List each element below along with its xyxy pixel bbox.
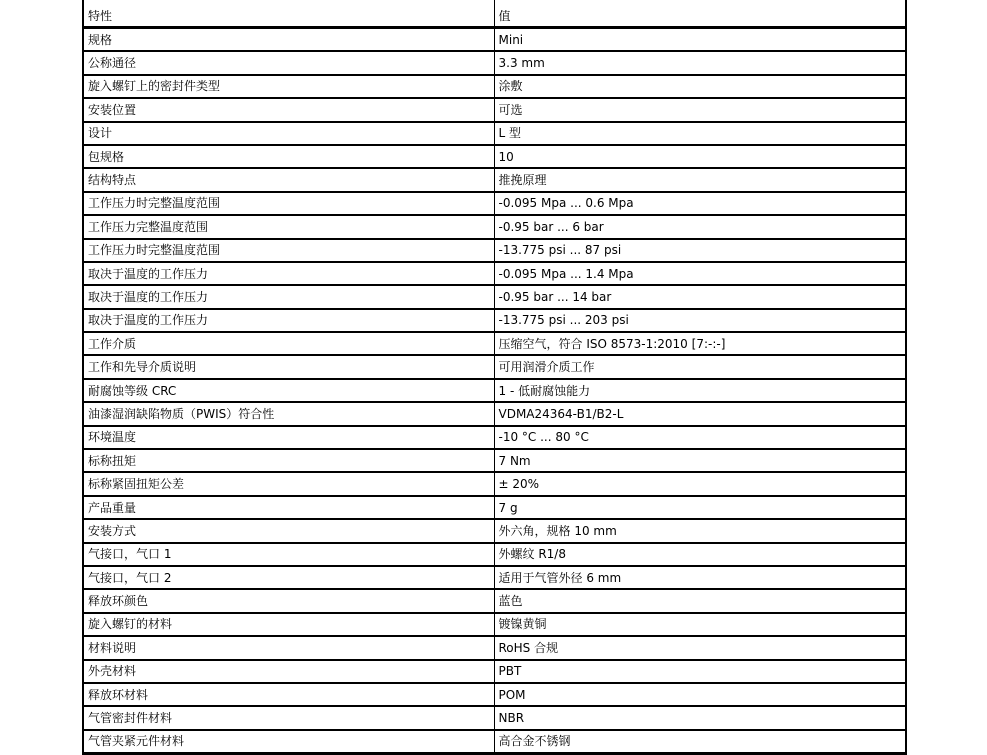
value-cell: L 型 xyxy=(494,122,906,145)
value-cell: VDMA24364-B1/B2-L xyxy=(494,402,906,425)
property-cell: 设计 xyxy=(83,122,494,145)
table-row xyxy=(83,449,906,472)
table-header-row xyxy=(83,0,906,28)
value-cell: ± 20% xyxy=(494,472,906,495)
property-cell: 工作介质 xyxy=(83,332,494,355)
table-row xyxy=(83,426,906,449)
table-body xyxy=(83,28,906,754)
property-cell: 工作压力时完整温度范围 xyxy=(83,239,494,262)
value-cell: 10 xyxy=(494,145,906,168)
table-row xyxy=(83,402,906,425)
property-cell: 工作和先导介质说明 xyxy=(83,355,494,378)
value-cell: 可用润滑介质工作 xyxy=(494,355,906,378)
table-row xyxy=(83,239,906,262)
table-row xyxy=(83,636,906,659)
table-row xyxy=(83,122,906,145)
table-row xyxy=(83,660,906,683)
table-row xyxy=(83,543,906,566)
value-cell: -13.775 psi ... 87 psi xyxy=(494,239,906,262)
property-cell: 包规格 xyxy=(83,145,494,168)
property-cell: 油漆湿润缺陷物质（PWIS）符合性 xyxy=(83,402,494,425)
column-header-property: 特性 xyxy=(83,0,494,28)
property-cell: 标称扭矩 xyxy=(83,449,494,472)
table-row xyxy=(83,355,906,378)
value-cell: POM xyxy=(494,683,906,706)
property-cell: 产品重量 xyxy=(83,496,494,519)
property-cell: 结构特点 xyxy=(83,168,494,191)
property-cell: 耐腐蚀等级 CRC xyxy=(83,379,494,402)
property-cell: 环境温度 xyxy=(83,426,494,449)
property-cell: 释放环材料 xyxy=(83,683,494,706)
property-cell: 工作压力时完整温度范围 xyxy=(83,192,494,215)
value-cell: NBR xyxy=(494,706,906,729)
property-cell: 材料说明 xyxy=(83,636,494,659)
value-cell: -0.095 Mpa ... 0.6 Mpa xyxy=(494,192,906,215)
property-cell: 外壳材料 xyxy=(83,660,494,683)
table-row xyxy=(83,613,906,636)
table-row xyxy=(83,51,906,74)
property-cell: 气接口，气口 2 xyxy=(83,566,494,589)
value-cell: 1 - 低耐腐蚀能力 xyxy=(494,379,906,402)
table-row xyxy=(83,379,906,402)
property-cell: 旋入螺钉的材料 xyxy=(83,613,494,636)
value-cell: 外螺纹 R1/8 xyxy=(494,543,906,566)
table-row xyxy=(83,262,906,285)
table-row xyxy=(83,589,906,612)
table-row xyxy=(83,145,906,168)
property-cell: 气管密封件材料 xyxy=(83,706,494,729)
table-row xyxy=(83,706,906,729)
value-cell: -0.95 bar ... 14 bar xyxy=(494,285,906,308)
property-cell: 气接口，气口 1 xyxy=(83,543,494,566)
table-row xyxy=(83,215,906,238)
spec-table xyxy=(82,0,907,755)
property-cell: 安装位置 xyxy=(83,98,494,121)
value-cell: 推挽原理 xyxy=(494,168,906,191)
property-cell: 气管夹紧元件材料 xyxy=(83,730,494,754)
property-cell: 安装方式 xyxy=(83,519,494,542)
table-row xyxy=(83,472,906,495)
table-row xyxy=(83,28,906,52)
value-cell: -10 °C ... 80 °C xyxy=(494,426,906,449)
property-cell: 公称通径 xyxy=(83,51,494,74)
table-row xyxy=(83,730,906,754)
property-cell: 标称紧固扭矩公差 xyxy=(83,472,494,495)
value-cell: 7 g xyxy=(494,496,906,519)
table-row xyxy=(83,496,906,519)
value-cell: 适用于气管外径 6 mm xyxy=(494,566,906,589)
table-row xyxy=(83,309,906,332)
value-cell: -13.775 psi ... 203 psi xyxy=(494,309,906,332)
value-cell: 镀镍黄铜 xyxy=(494,613,906,636)
value-cell: RoHS 合规 xyxy=(494,636,906,659)
value-cell: 可选 xyxy=(494,98,906,121)
value-cell: 涂敷 xyxy=(494,75,906,98)
value-cell: Mini xyxy=(494,28,906,52)
value-cell: 压缩空气，符合 ISO 8573-1:2010 [7:-:-] xyxy=(494,332,906,355)
table-row xyxy=(83,285,906,308)
value-cell: -0.095 Mpa ... 1.4 Mpa xyxy=(494,262,906,285)
column-header-value: 值 xyxy=(494,0,906,28)
value-cell: 7 Nm xyxy=(494,449,906,472)
table-row xyxy=(83,168,906,191)
table-row xyxy=(83,332,906,355)
value-cell: 蓝色 xyxy=(494,589,906,612)
table-row xyxy=(83,683,906,706)
value-cell: 外六角，规格 10 mm xyxy=(494,519,906,542)
property-cell: 取决于温度的工作压力 xyxy=(83,285,494,308)
property-cell: 取决于温度的工作压力 xyxy=(83,262,494,285)
property-cell: 工作压力完整温度范围 xyxy=(83,215,494,238)
property-cell: 旋入螺钉上的密封件类型 xyxy=(83,75,494,98)
value-cell: -0.95 bar ... 6 bar xyxy=(494,215,906,238)
table-row xyxy=(83,192,906,215)
property-cell: 取决于温度的工作压力 xyxy=(83,309,494,332)
value-cell: 3.3 mm xyxy=(494,51,906,74)
property-cell: 规格 xyxy=(83,28,494,52)
table-row xyxy=(83,98,906,121)
table-row xyxy=(83,519,906,542)
value-cell: 高合金不锈钢 xyxy=(494,730,906,754)
property-cell: 释放环颜色 xyxy=(83,589,494,612)
value-cell: PBT xyxy=(494,660,906,683)
table-row xyxy=(83,566,906,589)
table-row xyxy=(83,75,906,98)
